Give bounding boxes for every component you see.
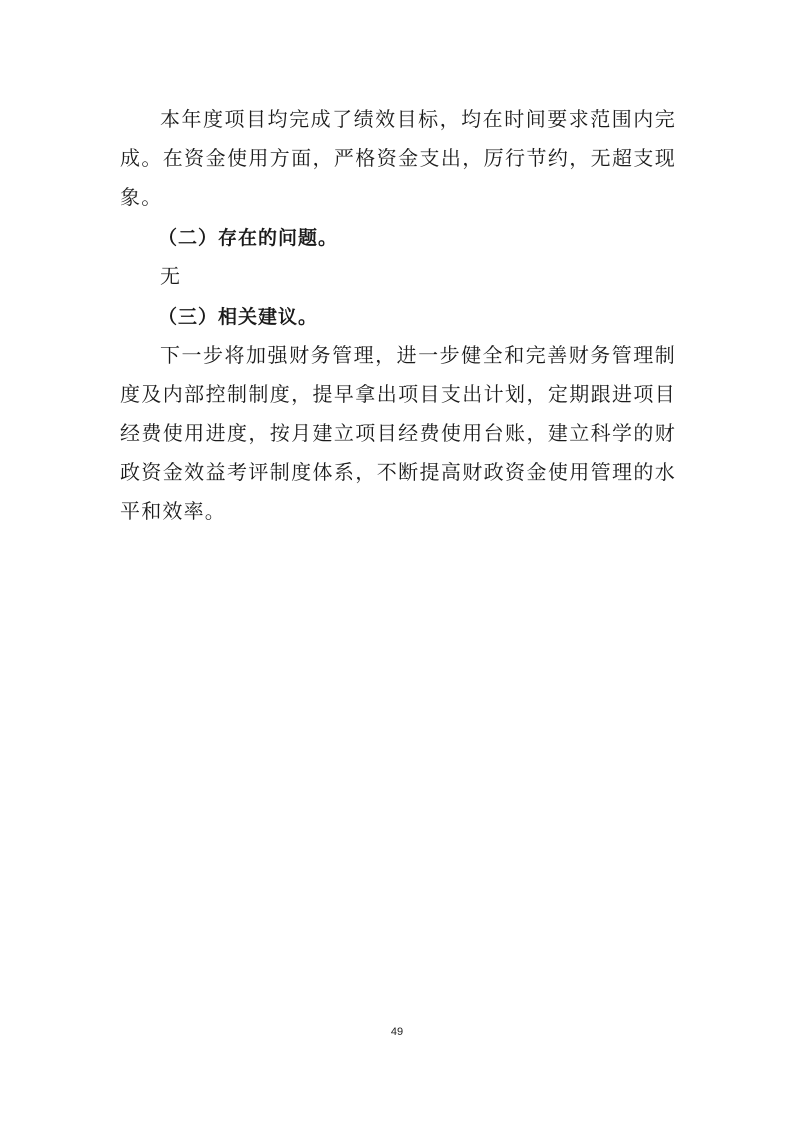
body-paragraph: 本年度项目均完成了绩效目标，均在时间要求范围内完成。在资金使用方面，严格资金支出，厉行节约，无超支现象。: [120, 107, 676, 209]
body-paragraph: 下一步将加强财务管理，进一步健全和完善财务管理制度及内部控制制度，提早拿出项目支出计划，定期跟进项目经费使用进度，按月建立项目经费使用台账，建立科学的财政资金效益考评制度体系，不断提高财政资金使用管理的水平和效率。: [120, 343, 676, 523]
section-heading-issues: （二）存在的问题。: [158, 227, 339, 249]
page-number: 49: [390, 1026, 404, 1038]
body-paragraph: 无: [160, 264, 182, 288]
section-heading-suggestions: （三）相关建议。: [158, 306, 319, 328]
document-body: [120, 100, 676, 531]
